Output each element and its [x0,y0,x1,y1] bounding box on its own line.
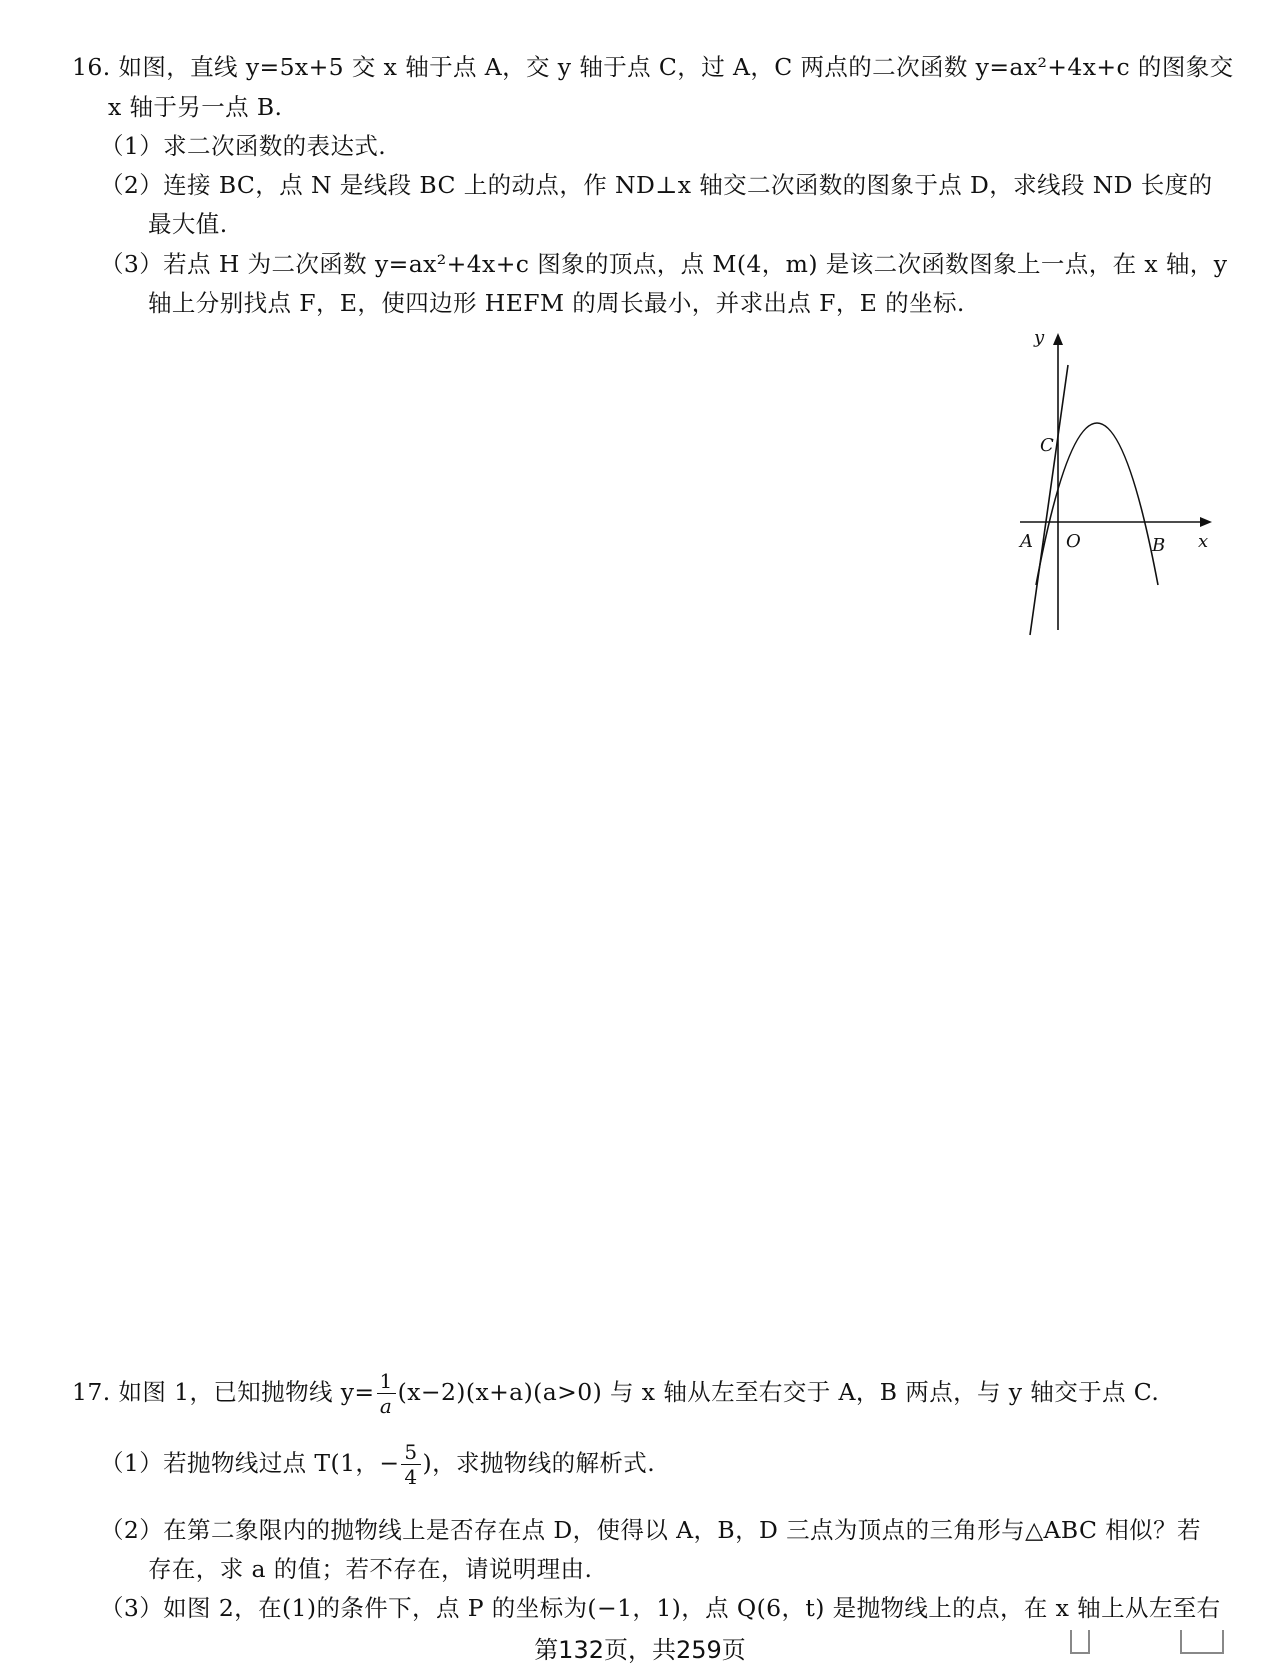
q17-part2-line1: （2）在第二象限内的抛物线上是否存在点 D，使得以 A，B，D 三点为顶点的三角形与△ABC 相似？若 [100,1516,1201,1544]
corner-crop-mark-right [1180,1630,1224,1654]
q16-part3-line2: 轴上分别找点 F，E，使四边形 HEFM 的周长最小，并求出点 F，E 的坐标. [148,289,965,317]
frac2-numerator: 5 [401,1442,420,1465]
frac1-numerator: 1 [377,1371,396,1394]
label-C: C [1040,435,1054,456]
q16-figure [1000,327,1230,635]
q16-line2: x 轴于另一点 B. [108,93,283,121]
q17-fraction-1-over-a [377,1371,396,1416]
q17-part1-pre: （1）若抛物线过点 T(1，− [100,1449,400,1477]
label-A: A [1020,531,1033,552]
q17-line1-post: (x−2)(x+a)(a>0) 与 x 轴从左至右交于 A，B 两点，与 y 轴交于点 C. [397,1378,1160,1406]
q17-line1-pre: 17. 如图 1，已知抛物线 y= [72,1378,375,1406]
parabola-diagram [1000,327,1230,635]
q16-part1: （1）求二次函数的表达式. [100,132,387,160]
label-y: y [1034,327,1045,348]
q16-line1: 16. 如图，直线 y=5x+5 交 x 轴于点 A，交 y 轴于点 C，过 A，C 两点的二次函数 y=ax²+4x+c 的图象交 [72,53,1234,81]
y-axis-arrow [1053,333,1063,345]
x-axis-arrow [1200,517,1212,527]
q17-line1 [72,1366,1159,1418]
frac1-denominator: a [379,1394,393,1418]
page-number-footer: 第132页，共259页 [534,1636,746,1664]
parabola-curve [1036,423,1158,585]
q16-part2-line2: 最大值. [148,210,228,238]
label-x: x [1198,531,1209,552]
q16-part2-line1: （2）连接 BC，点 N 是线段 BC 上的动点，作 ND⊥x 轴交二次函数的图象于点 D，求线段 ND 长度的 [100,171,1213,199]
q17-part3-line1: （3）如图 2，在(1)的条件下，点 P 的坐标为(−1，1)，点 Q(6，t) 是抛物线上的点，在 x 轴上从左至右 [100,1594,1221,1622]
q17-part2-line2: 存在，求 a 的值；若不存在，请说明理由. [148,1555,593,1583]
line-y-5x-5 [1030,365,1068,635]
q17-part1-post: )，求抛物线的解析式. [422,1449,656,1477]
q17-part1 [100,1437,655,1489]
label-O: O [1066,531,1081,552]
corner-crop-mark-left [1070,1630,1090,1654]
label-B: B [1152,535,1166,556]
frac2-denominator: 4 [404,1465,418,1489]
q16-part3-line1: （3）若点 H 为二次函数 y=ax²+4x+c 图象的顶点，点 M(4，m) 是该二次函数图象上一点，在 x 轴，y [100,250,1228,278]
q17-fraction-5-over-4 [401,1442,420,1487]
